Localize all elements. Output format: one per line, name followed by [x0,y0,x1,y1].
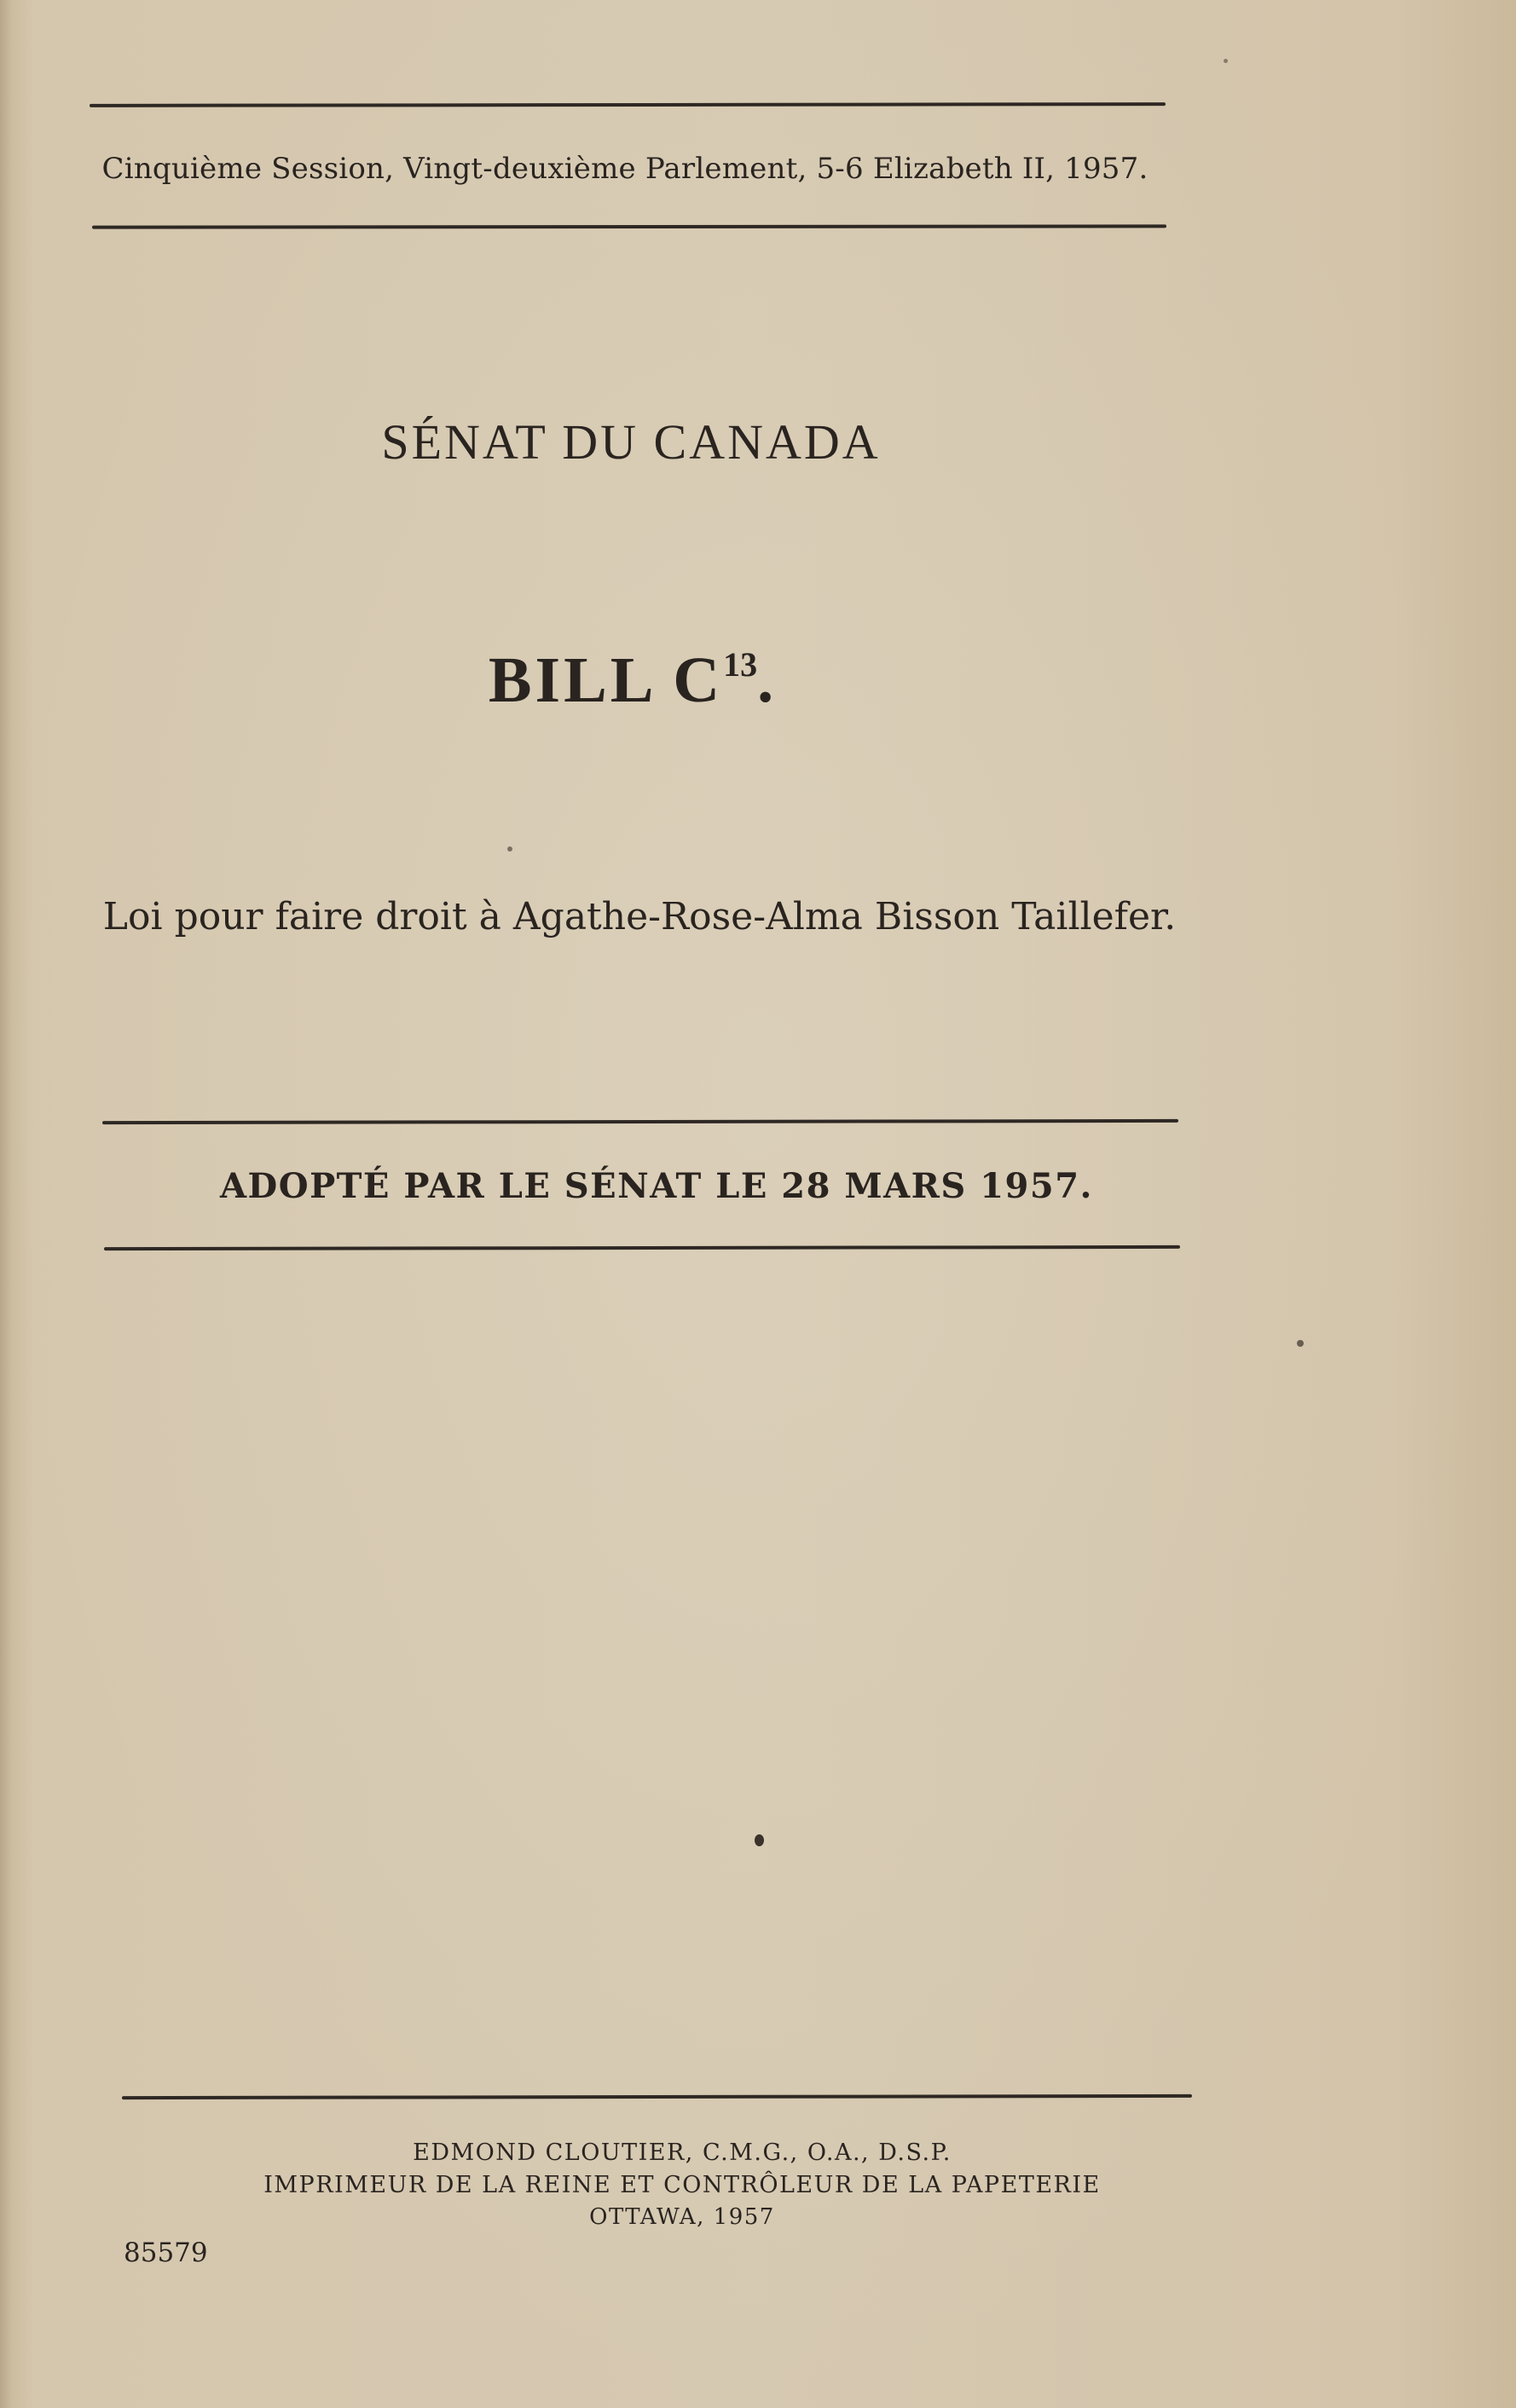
top-rule [90,102,1166,107]
bill-label: BILL C [488,644,724,716]
ink-speck [1297,1340,1304,1347]
imprint-printer-name: EDMOND CLOUTIER, C.M.G., O.A., D.S.P. [413,2139,952,2166]
adoption-notice: ADOPTÉ PAR LE SÉNAT LE 28 MARS 1957. [220,1166,1093,1206]
document-number: 85579 [124,2238,208,2268]
bill-superscript: 13 [723,645,758,684]
adoption-top-rule [102,1119,1178,1124]
header-bottom-rule [92,224,1166,228]
imprint-place-year: OTTAWA, 1957 [589,2204,775,2230]
adoption-bottom-rule [104,1245,1180,1250]
ink-speck [507,846,512,852]
session-line: Cinquième Session, Vingt-deuxième Parlement, 5-6 Elizabeth II, 1957. [101,152,1149,186]
imprint-printer-title: IMPRIMEUR DE LA REINE ET CONTRÔLEUR DE LA PAPETERIE [263,2172,1101,2198]
bill-suffix: . [757,644,774,716]
imprint-top-rule [122,2094,1192,2099]
bill-title: Loi pour faire droit à Agathe-Rose-Alma Bisson Taillefer. [102,895,1177,938]
bill-number [119,644,1143,718]
senate-heading: SÉNAT DU CANADA [381,414,881,470]
ink-speck [1224,59,1228,63]
ink-speck [755,1834,764,1846]
